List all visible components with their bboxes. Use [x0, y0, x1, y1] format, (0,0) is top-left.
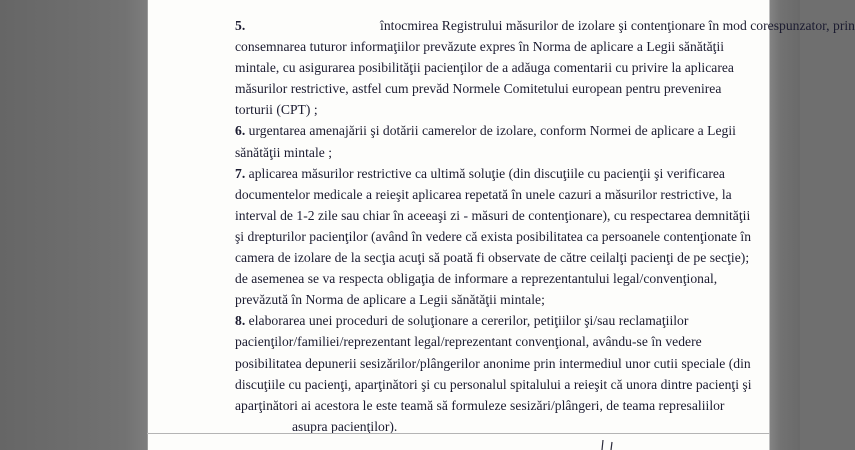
line-text: discuţiile cu pacienţi, aparţinători şi cu personalul spitalului a reieşit că unora dintre pacienţi şi: [235, 376, 752, 392]
line-text: torturii (CPT) ;: [235, 102, 318, 118]
line-text: elaborarea unei proceduri de soluţionare a cererilor, petiţiilor şi/sau reclamaţiilor: [248, 313, 689, 329]
item-7-line-6: [235, 268, 855, 289]
item-8-line-4: [235, 374, 855, 395]
item-5-line-5: [235, 99, 855, 120]
left-background-margin: [0, 0, 147, 450]
line-text: mintale, cu asigurarea posibilităţii pacienţilor de a adăuga comentarii cu privire la aplicarea: [235, 60, 734, 76]
line-text: pacienţilor/familiei/reprezentant legal/reprezentant convenţional, avându-se în vedere: [235, 334, 702, 350]
item-8-line-5: [235, 395, 855, 416]
line-text: aplicarea măsurilor restrictive ca ultimă soluţie (din discuţiile cu pacienţii şi verificarea: [248, 165, 725, 181]
line-text: interval de 1-2 zile sau chiar în aceeaşi zi - măsuri de contenţionare), cu respectarea demnităţii: [235, 207, 751, 223]
line-text: urgentarea amenajării şi dotării camerelor de izolare, conform Normei de aplicare a Legii: [248, 123, 736, 139]
item-number: 7.: [235, 165, 246, 181]
signature-stroke: [599, 437, 617, 450]
item-7-line-7: [235, 289, 855, 310]
line-text: posibilitatea depunerii sesizărilor/plângerilor anonime prin intermediul unor cutii speciale (din: [235, 355, 751, 371]
page-bottom-rule: [147, 433, 770, 434]
item-5-line-3: [235, 57, 855, 78]
line-text: măsurilor restrictive, astfel cum prevăd Normele Comitetului european pentru prevenirea: [235, 81, 722, 97]
line-text: şi drepturilor pacienţilor (având în vedere că exista posibilitatea ca persoanele contenţionate în: [235, 228, 752, 244]
item-5-line-2: [235, 36, 855, 57]
line-text: sănătăţii mintale ;: [235, 144, 333, 160]
item-number: 8.: [235, 313, 246, 329]
line-text: documentelor medicale a reieşit aplicarea repetată în unele cazuri a măsurilor restrictive, la: [235, 186, 732, 202]
line-text: consemnarea tuturor informaţiilor prevăzute expres în Norma de aplicare a Legii sănătăţii: [235, 39, 725, 55]
document-text: [235, 15, 855, 437]
document-page: [147, 0, 855, 450]
line-text: de asemenea se va respecta obligaţia de informare a reprezentantului legal/convenţional,: [235, 271, 718, 287]
line-text: camera de izolare de la secţia acuţi să poată fi observate de către ceilalţi pacienţi de pe secţie);: [235, 250, 750, 266]
item-8-line-3: [235, 353, 855, 374]
line-text: prevăzută în Norma de aplicare a Legii sănătăţii mintale;: [235, 292, 545, 308]
item-number: 6.: [235, 123, 246, 139]
item-5-line-4: [235, 78, 855, 99]
item-6-line-1: [235, 120, 855, 141]
item-7-line-5: [235, 247, 855, 268]
item-7-line-4: [235, 226, 855, 247]
line-text: întocmirea Registrului măsurilor de izolare şi contenţionare în mod corespunzator, prin: [380, 18, 855, 33]
item-8-line-1: [235, 310, 855, 331]
line-text: asupra pacienţilor).: [292, 418, 398, 434]
item-7-line-3: [235, 205, 855, 226]
item-number: 5.: [235, 18, 246, 33]
item-7-line-2: [235, 184, 855, 205]
line-text: aparţinători ai acestora le este teamă să formuleze sesizări/plângeri, de teama represaliilor: [235, 397, 725, 413]
item-6-line-2: [235, 142, 855, 163]
item-7-line-1: [235, 163, 855, 184]
item-8-line-2: [235, 331, 855, 352]
item-5-line-1: [235, 15, 855, 36]
